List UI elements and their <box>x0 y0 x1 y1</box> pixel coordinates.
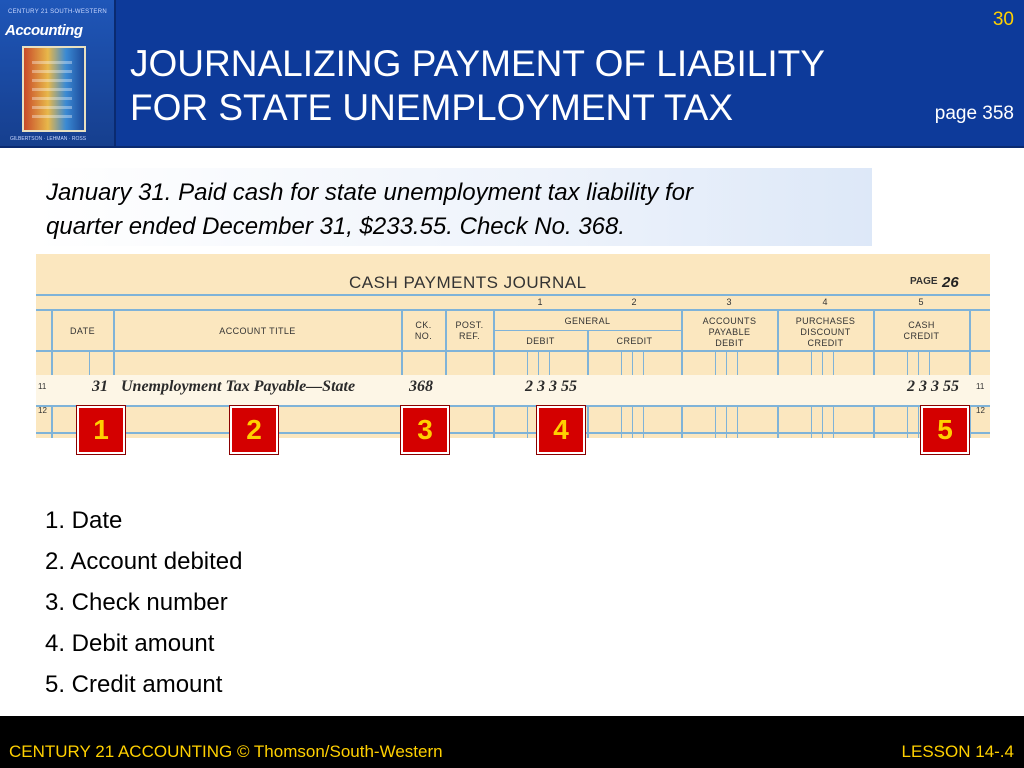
cover-small-text: CENTURY 21 SOUTH-WESTERN <box>8 9 107 15</box>
slide-number: 30 <box>992 9 1014 30</box>
header-account-title: ACCOUNT TITLE <box>219 326 296 336</box>
entry-general-debit: 2 3 3 55 <box>525 378 577 395</box>
header-purchases-discount-credit <box>778 316 873 349</box>
journal-rule-line11 <box>36 405 990 407</box>
callout-debit-amount: 4 <box>537 406 585 454</box>
legend-item-credit-amount: 5. Credit amount <box>45 671 223 698</box>
header-ap-line3: DEBIT <box>715 338 744 348</box>
legend-item-date: 1. Date <box>45 507 123 534</box>
callout-date: 1 <box>77 406 125 454</box>
footer-course: CENTURY 21 ACCOUNTING © Thomson/South-Western <box>9 742 443 761</box>
line-number-right: 12 <box>976 406 985 415</box>
entry-account-title: Unemployment Tax Payable—State <box>121 378 356 395</box>
line-number-right: 11 <box>976 382 985 391</box>
header-pd-line1: PURCHASES <box>795 316 856 326</box>
footer-lesson: LESSON 14-.4 <box>901 742 1014 761</box>
header-accounts-payable-debit <box>682 316 777 349</box>
cover-brand: Accounting <box>5 22 83 39</box>
callout-legend <box>45 500 645 705</box>
line-number-left: 11 <box>38 382 47 391</box>
transaction-text <box>46 176 846 244</box>
column-number: 1 <box>537 297 543 307</box>
transaction-line2: quarter ended December 31, $233.55. Check No. 368. <box>46 213 626 240</box>
slide-header <box>0 0 1024 148</box>
header-cash-credit <box>874 320 969 342</box>
header-general-debit: DEBIT <box>526 336 555 346</box>
header-general: GENERAL <box>564 316 611 326</box>
transaction-statement <box>36 168 872 246</box>
journal-col-border <box>969 309 971 438</box>
journal-title: CASH PAYMENTS JOURNAL <box>349 273 587 292</box>
cover-artwork <box>22 46 86 132</box>
legend-item-account-debited: 2. Account debited <box>45 548 243 575</box>
header-ap-line1: ACCOUNTS <box>702 316 757 326</box>
slide-title <box>130 42 900 130</box>
callout-credit-amount: 5 <box>921 406 969 454</box>
transaction-line1: January 31. Paid cash for state unemployment tax liability for <box>46 179 693 206</box>
cash-payments-journal <box>36 254 990 438</box>
legend-item-debit-amount: 4. Debit amount <box>45 630 215 657</box>
callout-account-debited: 2 <box>230 406 278 454</box>
callout-check-number: 3 <box>401 406 449 454</box>
journal-page-number: 26 <box>942 274 959 291</box>
column-number: 5 <box>918 297 924 307</box>
slide-title-line1: JOURNALIZING PAYMENT OF LIABILITY <box>130 43 825 84</box>
journal-page-label: PAGE <box>910 276 938 287</box>
page-reference: page 358 <box>934 103 1014 124</box>
column-number: 2 <box>631 297 637 307</box>
header-pd-line2: DISCOUNT <box>800 327 851 337</box>
entry-cash-credit: 2 3 3 55 <box>907 378 959 395</box>
header-post-ref-line2: REF. <box>458 331 481 341</box>
journal-rule-header-bottom <box>36 350 990 352</box>
header-ck-no-line1: CK. <box>415 320 432 330</box>
header-ap-line2: PAYABLE <box>708 327 751 337</box>
column-number: 3 <box>726 297 732 307</box>
slide-title-line2: FOR STATE UNEMPLOYMENT TAX <box>130 87 734 128</box>
cover-authors: GILBERTSON · LEHMAN · ROSS <box>10 136 87 142</box>
header-post-ref <box>446 320 493 342</box>
header-ck-no-line2: NO. <box>414 331 433 341</box>
journal-col-border <box>493 309 495 438</box>
header-ck-no <box>402 320 445 342</box>
journal-rule-top <box>36 294 990 296</box>
header-general-credit: CREDIT <box>616 336 653 346</box>
legend-item-check-number: 3. Check number <box>45 589 228 616</box>
entry-date: 31 <box>92 378 108 395</box>
line-number-left: 12 <box>38 406 47 415</box>
book-cover-image <box>0 0 116 146</box>
header-cash-line1: CASH <box>908 320 935 330</box>
header-cash-line2: CREDIT <box>903 331 940 341</box>
entry-check-number: 368 <box>409 378 433 395</box>
header-date: DATE <box>70 326 95 336</box>
journal-rule-header-top <box>36 309 990 311</box>
journal-rule-line12 <box>36 432 990 434</box>
slide-footer <box>0 716 1024 768</box>
header-pd-line3: CREDIT <box>807 338 844 348</box>
header-post-ref-line1: POST. <box>455 320 484 330</box>
column-number: 4 <box>822 297 828 307</box>
